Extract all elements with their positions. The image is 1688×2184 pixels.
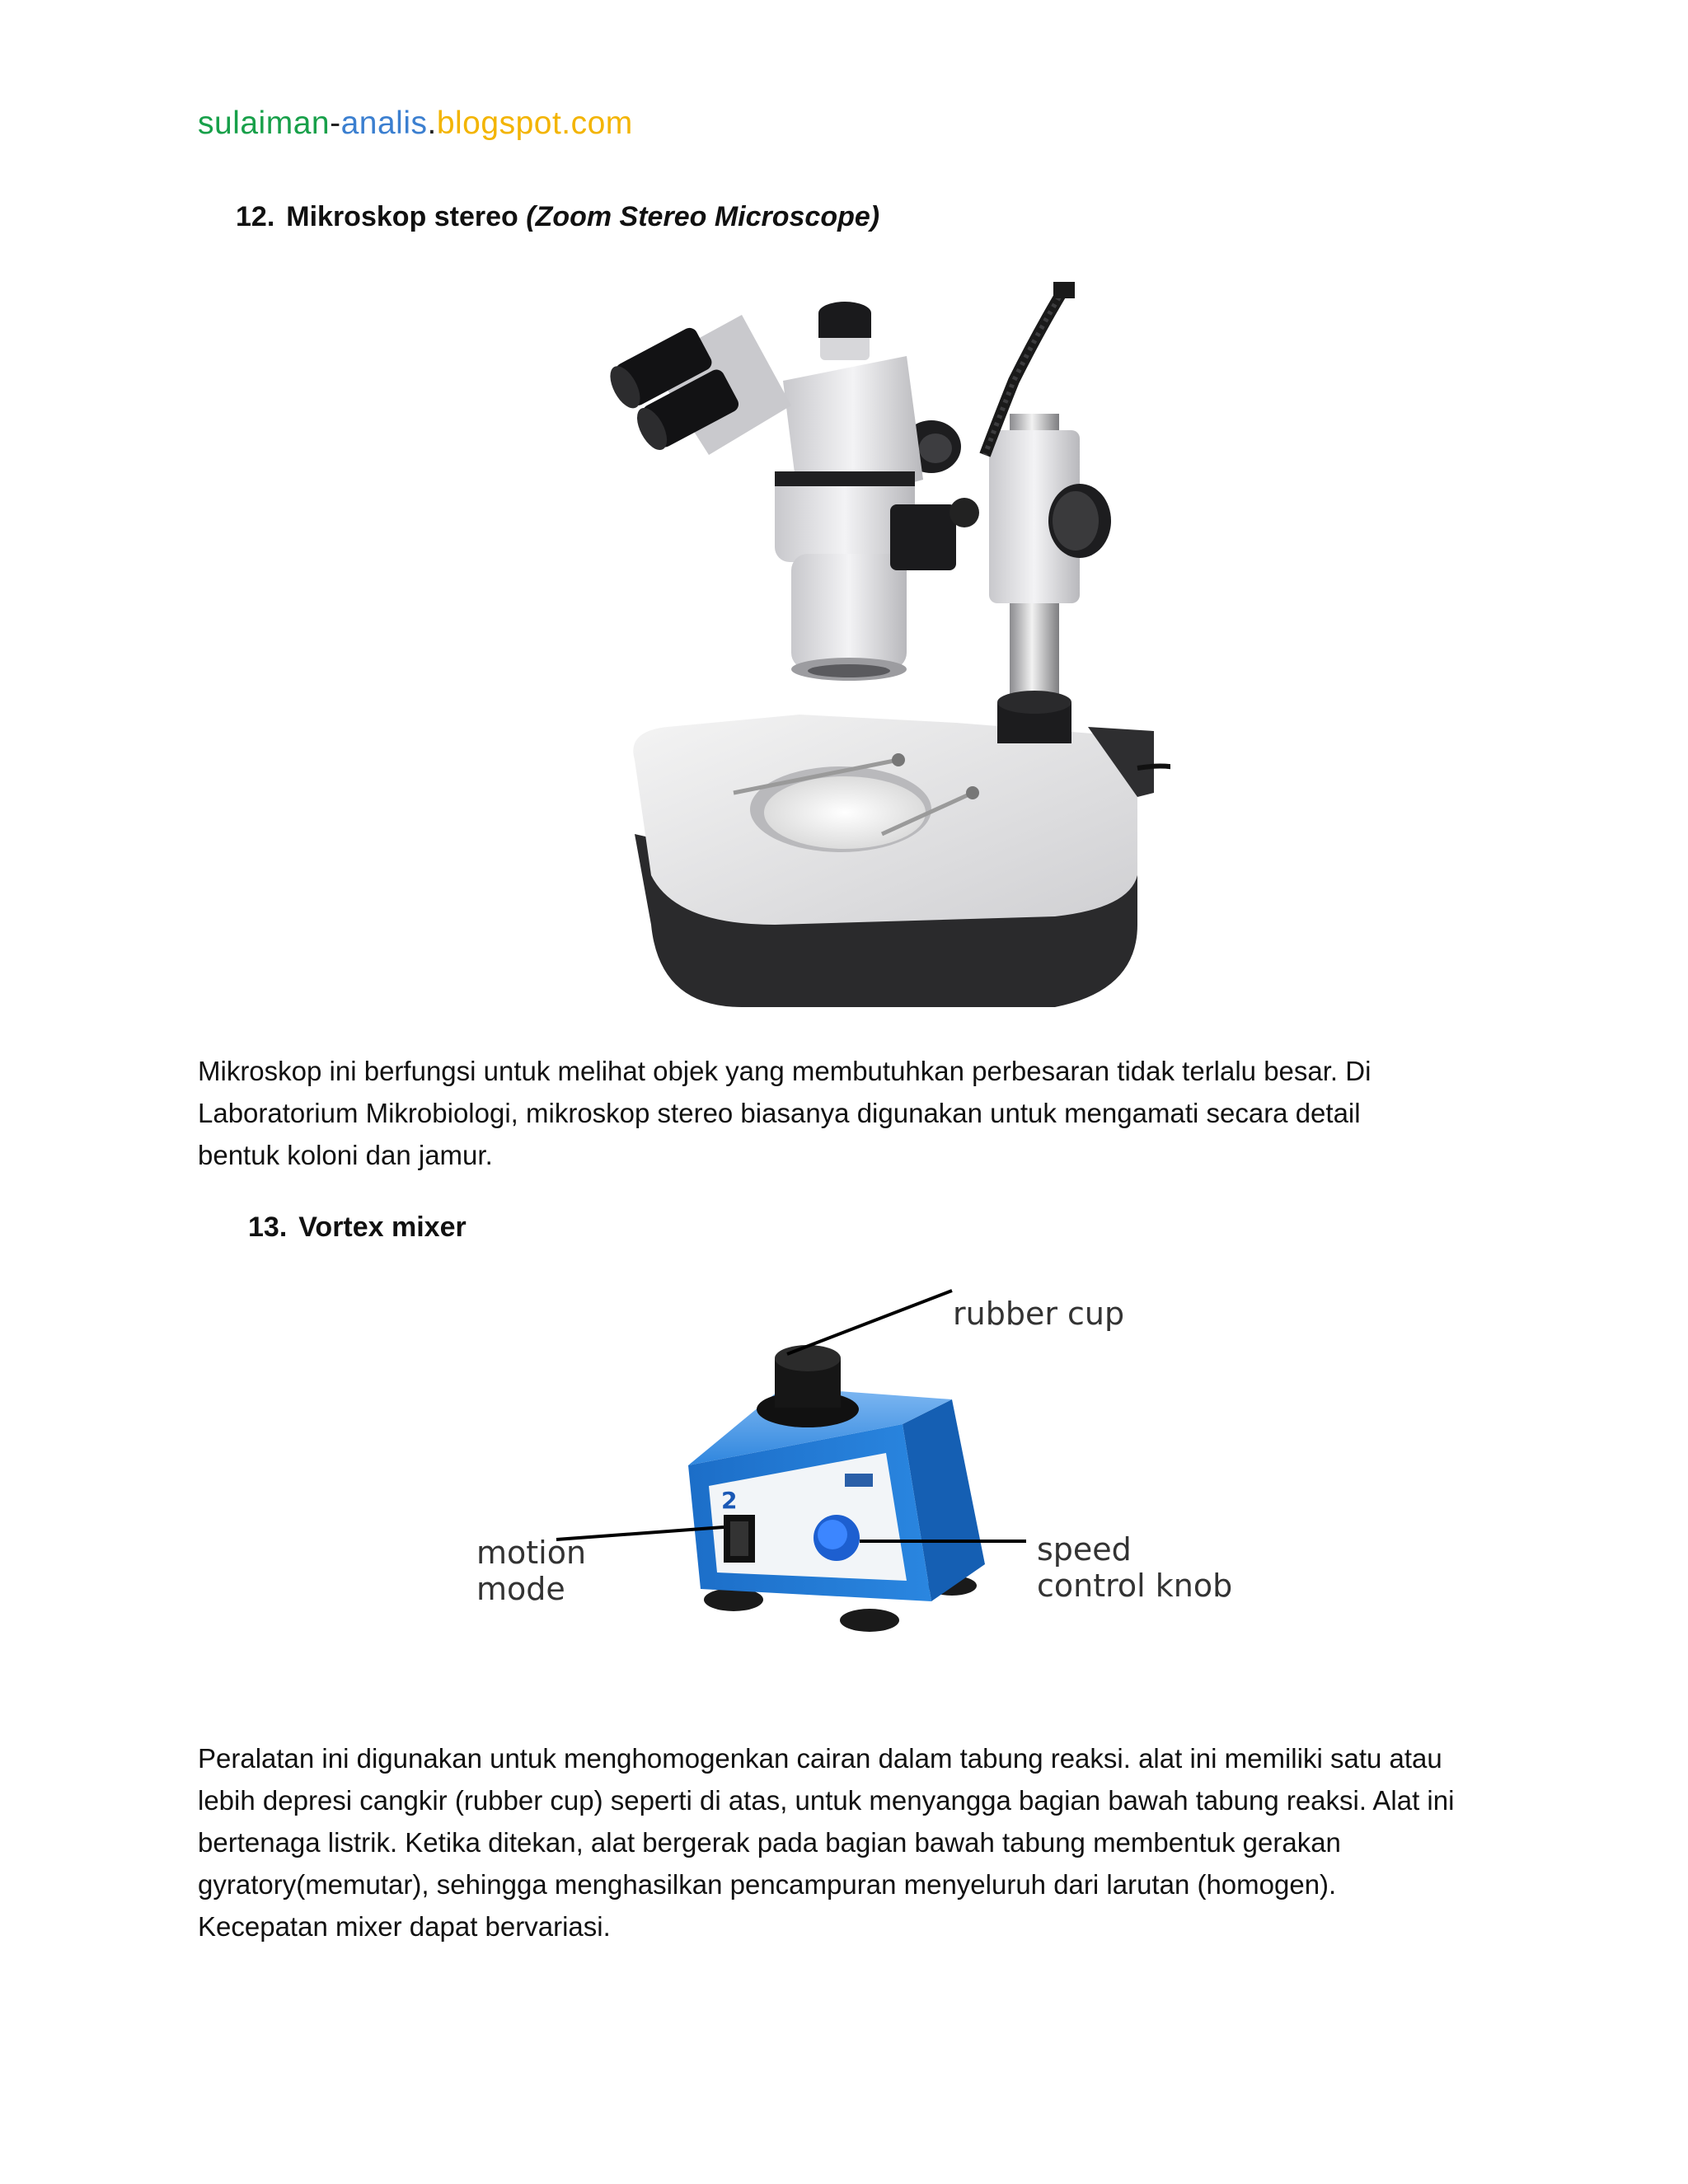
section-12-number: 12.	[236, 201, 275, 232]
section-12-title-italic: (Zoom Stereo Microscope)	[526, 201, 880, 232]
section-12-title: Mikroskop stereo	[286, 201, 518, 232]
motion-mode-label: motion mode	[476, 1535, 587, 1607]
stereo-microscope-illustration	[528, 265, 1170, 1024]
section-12-heading	[236, 201, 879, 233]
stereo-microscope-image	[528, 265, 1170, 1024]
section-13-title: Vortex mixer	[298, 1212, 467, 1243]
speed-control-knob-label: speed control knob	[1037, 1531, 1233, 1604]
blog-url-header: sulaiman-analis.blogspot.com	[198, 105, 633, 141]
svg-text:2: 2	[721, 1487, 738, 1514]
section-12-description: Mikroskop ini berfungsi untuk melihat objek yang membutuhkan perbesaran tidak terlalu besar. Di Laboratorium Mikrobiologi, mikroskop stereo biasanya digunakan untuk mengamati secara detail bentuk koloni dan jamur.	[198, 1056, 1372, 1170]
rubber-cup-label: rubber cup	[953, 1296, 1125, 1332]
section-13-number: 13.	[248, 1212, 288, 1243]
section-13-description: Peralatan ini digunakan untuk menghomogenkan cairan dalam tabung reaksi. alat ini memiliki satu atau lebih depresi cangkir (rubber cup) seperti di atas, untuk menyangga bagian bawah tabung reaksi. Alat ini bertenaga listrik. Ketika ditekan, alat bergerak pada bagian bawah tabung membentuk gerakan gyratory(memutar), sehingga menghasilkan pencampuran menyeluruh dari larutan (homogen). Kecepatan mixer dapat bervariasi.	[198, 1743, 1455, 1942]
section-13-heading	[248, 1212, 467, 1244]
